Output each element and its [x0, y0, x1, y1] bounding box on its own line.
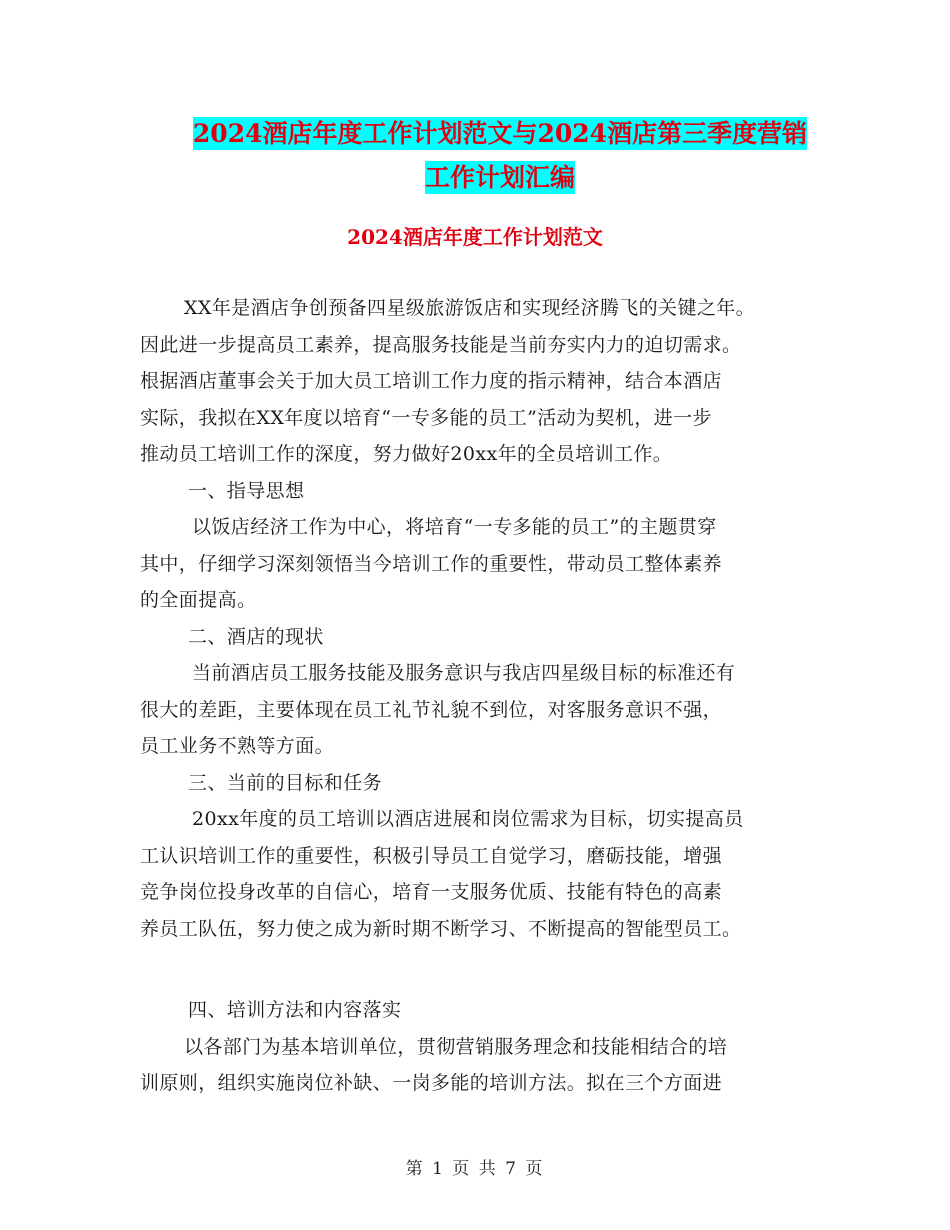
title-line-2: 工作计划汇编 — [424, 163, 575, 192]
paragraph-line: 很大的差距，主要体现在员工礼节礼貌不到位，对客服务意识不强， — [140, 698, 723, 721]
heading-hotel-status: 二、酒店的现状 — [188, 625, 324, 648]
paragraph-line: 的全面提高。 — [140, 589, 257, 611]
paragraph-line: 以饭店经济工作为中心，将培育“一专多能的员工”的主题贯穿 — [192, 516, 717, 538]
paragraph-line: XX年是酒店争创预备四星级旅游饭店和实现经济腾飞的关键之年。 — [184, 297, 756, 319]
paragraph-line: 当前酒店员工服务技能及服务意识与我店四星级目标的标准还有 — [192, 662, 736, 684]
paragraph-line: 根据酒店董事会关于加大员工培训工作力度的指示精神，结合本酒店 — [140, 370, 723, 392]
heading-training-methods: 四、培训方法和内容落实 — [188, 999, 402, 1021]
paragraph-line: 竞争岗位投身改革的自信心，培育一支服务优质、技能有特色的高素 — [140, 881, 723, 903]
paragraph-line: 训原则，组织实施岗位补缺、一岗多能的培训方法。拟在三个方面进 — [140, 1072, 723, 1094]
page-number-footer: 第 1 页 共 7 页 — [405, 1159, 545, 1179]
paragraph-line: 因此进一步提高员工素养，提高服务技能是当前夯实内力的迫切需求。 — [140, 333, 742, 356]
paragraph-line: 推动员工培训工作的深度，努力做好20xx年的全员培训工作。 — [140, 443, 673, 465]
paragraph-line: 工认识培训工作的重要性，积极引导员工自觉学习，磨砺技能，增强 — [140, 844, 723, 867]
document-title — [140, 112, 860, 200]
paragraph-line: 20xx年度的员工培训以酒店进展和岗位需求为目标，切实提高员 — [192, 808, 744, 830]
section-title: 2024酒店年度工作计划范文 — [347, 225, 603, 249]
paragraph-line: 以各部门为基本培训单位，贯彻营销服务理念和技能相结合的培 — [184, 1035, 728, 1058]
paragraph-1 — [140, 290, 820, 947]
paragraph-line: 其中，仔细学习深刻领悟当今培训工作的重要性，带动员工整体素养 — [140, 552, 723, 575]
title-line-1: 2024酒店年度工作计划范文与2024酒店第三季度营销 — [192, 119, 808, 148]
paragraph-section-4 — [140, 992, 820, 1102]
heading-guiding-thought: 一、指导思想 — [188, 479, 305, 502]
paragraph-line: 实际，我拟在XX年度以培育“一专多能的员工”活动为契机，进一步 — [140, 406, 712, 429]
paragraph-line: 养员工队伍，努力使之成为新时期不断学习、不断提高的智能型员工。 — [140, 917, 742, 940]
paragraph-line: 员工业务不熟等方面。 — [140, 735, 335, 757]
heading-goals-tasks: 三、当前的目标和任务 — [188, 771, 383, 794]
